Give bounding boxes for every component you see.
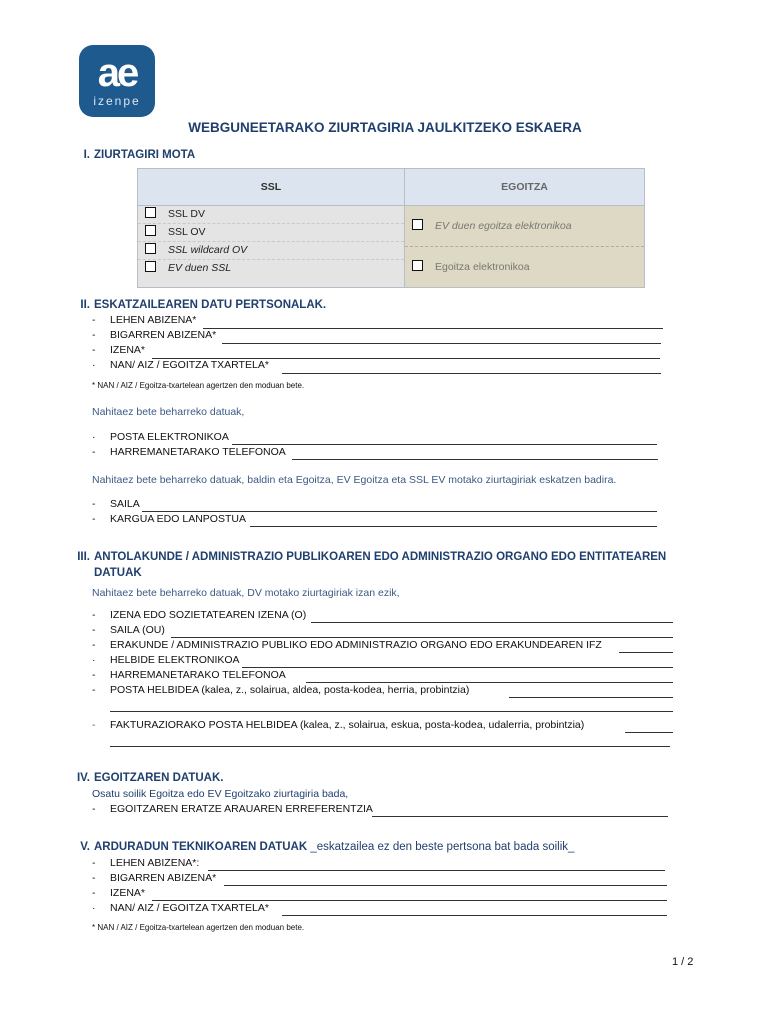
nan-input[interactable] [282,372,661,374]
page-number: 1 / 2 [672,956,694,968]
section-2-heading: II. ESKATZAILEAREN DATU PERTSONALAK. [80,299,327,311]
option-ssl-ov[interactable]: SSL OV [138,224,404,242]
logo-wordmark: izenpe [93,94,141,108]
checkbox-icon[interactable] [145,261,156,272]
s2-note: * NAN / AIZ / Egoitza-txartelean agertzen den moduan bete. [92,381,305,390]
page-title: WEBGUNEETARAKO ZIURTAGIRIA JAULKITZEKO ESKAERA [188,120,582,135]
s2-ev-text: Nahitaez bete beharreko datuak, baldin eta Egoitza, EV Egoitza eta SSL EV motako ziurtagiriak eskatzen badira. [92,474,617,486]
s2-required-text: Nahitaez bete beharreko datuak, [92,406,245,418]
section-1-heading: I. ZIURTAGIRI MOTA [83,149,196,161]
saila-input[interactable] [142,510,657,512]
s5-lehen-abizena-input[interactable] [208,869,665,871]
s3-telefonoa-input[interactable] [306,681,673,683]
section-5-heading: V. ARDURADUN TEKNIKOAREN DATUAK _eskatzailea ez den beste pertsona bat bada soilik_ [80,841,575,853]
checkbox-icon[interactable] [145,225,156,236]
egoitza-options [405,206,645,288]
bigarren-abizena-input[interactable] [222,342,661,344]
section-3-heading: III. ANTOLAKUNDE / ADMINISTRAZIO PUBLIKOAREN EDO ADMINISTRAZIO ORGANO EDO ENTITATEAREN [77,551,667,563]
certificate-type-table [137,168,645,288]
s5-note: * NAN / AIZ / Egoitza-txartelean agertzen den moduan bete. [92,923,305,932]
helbide-elektronikoa-input[interactable] [242,666,673,668]
sozietatearen-izena-input[interactable] [311,621,673,623]
option-egoitza[interactable]: Egoitza elektronikoa [405,247,644,287]
posta-elektronikoa-input[interactable] [232,443,657,445]
logo-mark: ae [97,51,137,95]
checkbox-icon[interactable] [412,219,423,230]
section-4-heading: IV. EGOITZAREN DATUAK. [76,772,224,784]
checkbox-icon[interactable] [145,243,156,254]
egoitza-header: EGOITZA [405,169,645,206]
posta-helbidea-input-line2[interactable] [110,710,673,712]
telefonoa-input[interactable] [292,458,658,460]
ssl-header: SSL [138,169,405,206]
s5-izena-input[interactable] [152,899,667,901]
kargua-input[interactable] [250,525,657,527]
checkbox-icon[interactable] [412,260,423,271]
option-ssl-dv[interactable]: SSL DV [138,206,404,224]
section-3-heading-line2: DATUAK [94,567,142,579]
s5-bigarren-abizena-input[interactable] [224,884,667,886]
s3-required-text: Nahitaez bete beharreko datuak, DV motako ziurtagiriak izan ezik, [92,587,400,599]
checkbox-icon[interactable] [145,207,156,218]
ssl-options [138,206,405,288]
eratze-araua-input[interactable] [372,815,668,817]
fakturazio-helbidea-input-line2[interactable] [110,745,670,747]
izenpe-logo [79,45,155,117]
posta-helbidea-input[interactable] [509,696,673,698]
saila-ou-input[interactable] [171,636,673,638]
fakturazio-helbidea-input[interactable] [625,731,673,733]
s5-nan-input[interactable] [282,914,667,916]
ifz-input[interactable] [619,651,673,653]
option-ssl-wildcard-ov[interactable]: SSL wildcard OV [138,242,404,260]
lehen-abizena-input[interactable] [203,327,663,329]
s4-text: Osatu soilik Egoitza edo EV Egoitzako ziurtagiria bada, [92,788,349,800]
option-ev-ssl[interactable]: EV duen SSL [138,260,404,277]
option-ev-egoitza[interactable]: EV duen egoitza elektronikoa [405,206,644,247]
